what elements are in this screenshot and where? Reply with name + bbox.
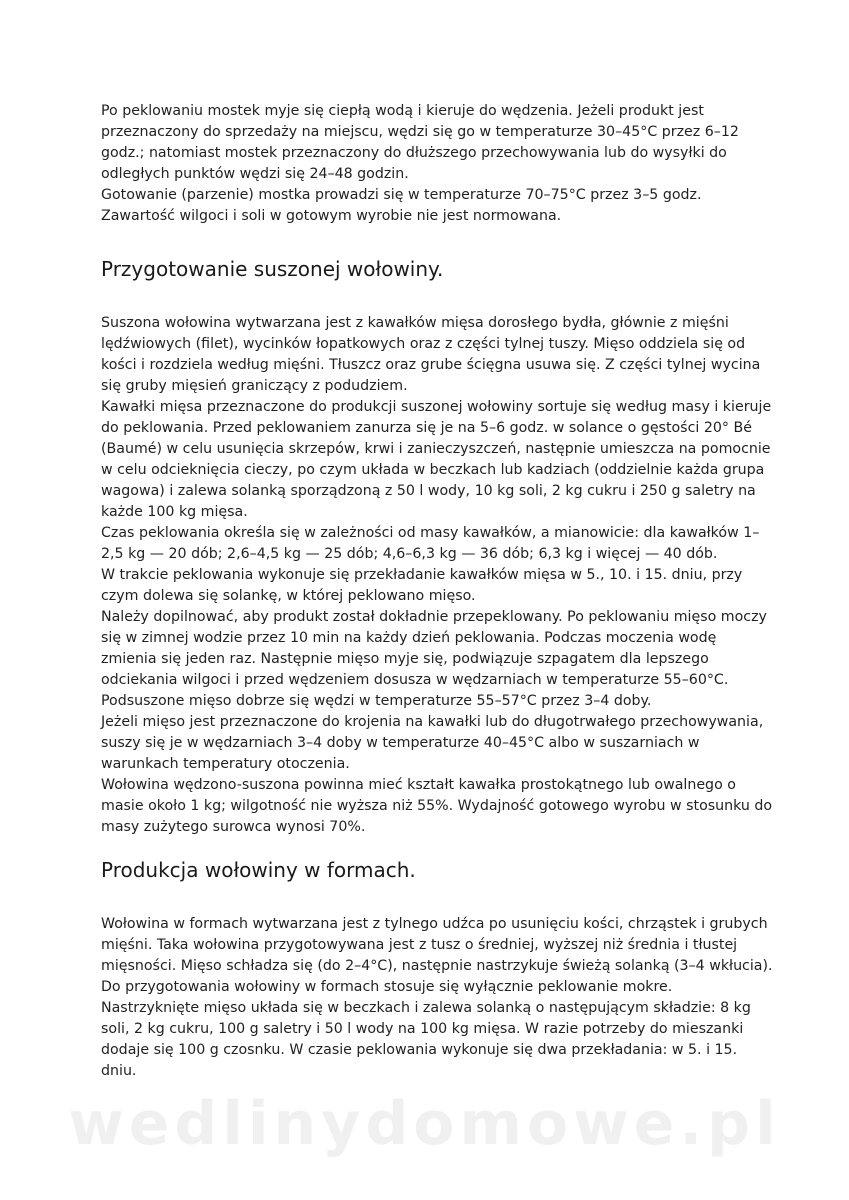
watermark-text: wedlinydomowe.pl	[68, 1089, 781, 1159]
paragraph-dried-beef-soaking-smoking: Należy dopilnować, aby produkt został dokładnie przepeklowany. Po peklowaniu mięso moczy się w zimnej wodzie przez 10 min na każdy dzień peklowania. Podczas moczenia wodę zmienia się jeden raz. Następnie mięso myje się, podwiązuje szpagatem dla lepszego odciekania wilgoci i przed wędzeniem dosusza w wędzarniach w temperaturze 55–60°C. Podsuszone mięso dobrze się wędzi w temperaturze 55–57°C przez 3–4 doby.	[101, 609, 767, 709]
paragraph-molded-beef-raw-material: Wołowina w formach wytwarzana jest z tylnego udźca po usunięciu kości, chrząstek i grubych mięśni. Taka wołowina przygotowywana jest z tusz o średniej, wyższej niż średnia i tłustej mięsności. Mięso schładza się (do 2–4°C), następnie nastrzykuje świeżą solanką (3–4 wkłucia).	[101, 916, 773, 974]
paragraph-dried-beef-yield: Wołowina wędzono-suszona powinna mieć kształt kawałka prostokątnego lub owalnego o masie około 1 kg; wilgotność nie wyższa niż 55%. Wydajność gotowego wyrobu w stosunku do masy zużytego surowca wynosi 70%.	[101, 777, 773, 835]
paragraph-molded-beef-curing: Do przygotowania wołowiny w formach stosuje się wyłącznie peklowanie mokre. Nastrzyknięte mięso układa się w beczkach i zalewa solanką o następującym składzie: 8 kg soli, 2 kg cukru, 100 g saletry i 50 l wody na 100 kg mięsa. W razie potrzeby do mieszanki dodaje się 100 g czosnku. W czasie peklowania wykonuje się dwa przekładania: w 5. i 15. dniu.	[101, 979, 751, 1079]
paragraph-dried-beef-curing-time: Czas peklowania określa się w zależności od masy kawałków, a mianowicie: dla kawałków 1–2,5 kg — 20 dób; 2,6–4,5 kg — 25 dób; 4,6–6,3 kg — 36 dób; 6,3 kg i więcej — 40 dób.	[101, 525, 760, 562]
paragraph-dried-beef-turning: W trakcie peklowania wykonuje się przekładanie kawałków mięsa w 5., 10. i 15. dniu, przy czym dolewa się solankę, w której peklowano mięso.	[101, 567, 743, 604]
paragraph-smoking-brisket: Po peklowaniu mostek myje się ciepłą wodą i kieruje do wędzenia. Jeżeli produkt jest przeznaczony do sprzedaży na miejscu, wędzi się go w temperaturze 30–45°C przez 6–12 godz.; natomiast mostek przeznaczony do dłuższego przechowywania lub do wysyłki do odległych punktów wędzi się 24–48 godzin.	[101, 103, 739, 182]
heading-beef-in-molds: Produkcja wołowiny w formach.	[101, 858, 416, 882]
paragraph-dried-beef-curing: Kawałki mięsa przeznaczone do produkcji suszonej wołowiny sortuje się według masy i kieruje do peklowania. Przed peklowaniem zanurza się je na 5–6 godz. w solance o gęstości 20° Bé (Baumé) w celu usunięcia skrzepów, krwi i zanieczyszczeń, następnie umieszcza na pomocnie w celu odcieknięcia cieczy, po czym układa w beczkach lub kadziach (oddzielnie każda grupa wagowa) i zalewa solanką sporządzoną z 50 l wody, 10 kg soli, 2 kg cukru i 250 g saletry na każde 100 kg mięsa.	[101, 399, 772, 520]
document-body	[101, 101, 773, 1082]
paragraph-cooking-brisket: Gotowanie (parzenie) mostka prowadzi się w temperaturze 70–75°C przez 3–5 godz. Zawartość wilgoci i soli w gotowym wyrobie nie jest normowana.	[101, 187, 702, 224]
paragraph-dried-beef-raw-material: Suszona wołowina wytwarzana jest z kawałków mięsa dorosłego bydła, głównie z mięśni lędźwiowych (filet), wycinków łopatkowych oraz z części tylnej tuszy. Mięso oddziela się od kości i rozdziela według mięśni. Tłuszcz oraz grube ścięgna usuwa się. Z części tylnej wycina się gruby mięsień graniczący z podudziem.	[101, 315, 761, 394]
heading-dried-beef: Przygotowanie suszonej wołowiny.	[101, 257, 444, 281]
paragraph-dried-beef-drying: Jeżeli mięso jest przeznaczone do krojenia na kawałki lub do długotrwałego przechowywania, suszy się je w wędzarniach 3–4 doby w temperaturze 40–45°C albo w suszarniach w warunkach temperatury otoczenia.	[101, 714, 764, 772]
